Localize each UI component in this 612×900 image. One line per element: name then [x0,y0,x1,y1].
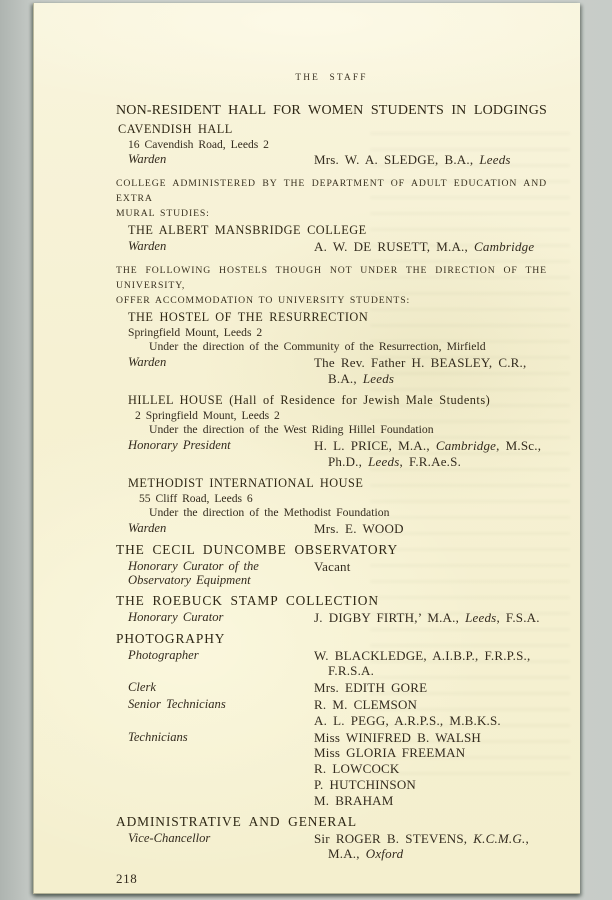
person-line [314,152,547,168]
italic-text: Photographer [128,647,199,662]
role-label-line [128,680,314,695]
italic-text: Vice-Chancellor [128,830,211,845]
role-label-line [128,730,314,745]
italic-text: Leeds [465,609,497,625]
role-label [116,648,314,680]
person-value [314,680,547,696]
role-label [116,831,314,863]
role-label-line [128,831,314,846]
subsection-heading: THE HOSTEL OF THE RESURRECTION [128,310,369,325]
subsection-heading: METHODIST INTERNATIONAL HOUSE [128,476,364,491]
book-page [33,3,580,894]
person-line [314,648,547,664]
address-line: 16 Cavendish Road, Leeds 2 [128,137,269,151]
italic-text: Honorary Curator of the [128,558,259,573]
text: P. HUTCHINSON [314,777,416,793]
text: F.R.S.A. [328,663,375,679]
text: R. M. CLEMSON [314,697,418,713]
person-value [314,152,547,168]
text: W. BLACKLEDGE, A.I.B.P., F.R.P.S., [314,647,531,663]
smallcaps-paragraph [116,263,547,309]
person-value [314,355,547,387]
role-label-line [128,239,314,254]
staff-row [116,831,547,863]
person-line [328,663,547,679]
italic-text: Technicians [128,729,188,744]
staff-row [116,610,547,626]
role-label [116,355,314,387]
role-label-line [128,648,314,663]
smallcaps-line: OFFER ACCOMMODATION TO UNIVERSITY STUDENTS: [116,295,411,307]
person-line [314,793,547,809]
person-line [314,777,547,793]
role-label-line [128,152,314,167]
subsection-heading: CAVENDISH HALL [118,122,233,136]
person-line [314,239,547,255]
page-number: 218 [116,871,138,887]
role-label [116,239,314,255]
smallcaps-paragraph [116,176,547,222]
subsection-heading: HILLEL HOUSE (Hall of Residence for Jewish Male Students) [128,393,491,408]
person-value [314,610,547,626]
text: M.A., [328,846,366,862]
italic-text: Senior Technicians [128,697,226,712]
person-line [314,831,547,847]
text: Mrs. EDITH GORE [314,680,428,696]
section-heading: ADMINISTRATIVE AND GENERAL [116,813,357,829]
italic-text: Leeds [368,453,400,469]
text: Miss WINIFRED B. WALSH [314,729,482,745]
staff-row [116,239,547,255]
person-line [328,846,547,862]
italic-text: Warden [128,151,167,166]
section-heading: PHOTOGRAPHY [116,630,226,646]
role-label [116,680,314,696]
person-line [314,438,547,454]
person-value [314,521,547,537]
running-head: THE STAFF [295,73,368,83]
text: Ph.D., [328,453,369,469]
subsection-heading: THE ALBERT MANSBRIDGE COLLEGE [128,223,367,238]
staff-row [116,521,547,537]
italic-text: Clerk [128,680,156,695]
italic-text: Cambridge [474,238,535,254]
staff-row [116,152,547,168]
person-value [314,831,547,863]
role-label-line [128,559,314,574]
staff-row [116,438,547,470]
person-line [328,454,547,470]
role-label [116,610,314,626]
role-label-line [128,355,314,370]
page-content-column [116,3,547,887]
role-label [116,559,314,588]
person-line [314,713,547,729]
text: Miss GLORIA FREEMAN [314,745,466,761]
person-value [314,438,547,470]
person-line [314,521,547,537]
person-line [314,730,547,746]
staff-row [116,680,547,696]
staff-row [116,730,547,809]
role-label-line [128,438,314,453]
text: R. LOWCOCK [314,761,400,777]
address-line: 2 Springfield Mount, Leeds 2 [135,408,280,422]
italic-text: Honorary Curator [128,609,224,624]
person-line [314,697,547,713]
text: Mrs. W. A. SLEDGE, B.A., [314,151,480,167]
smallcaps-line: COLLEGE ADMINISTERED BY THE DEPARTMENT OF ADULT EDUCATION AND EXTRA [116,177,547,204]
role-label [116,152,314,168]
text: A. L. PEGG, A.R.P.S., M.B.K.S. [314,712,501,728]
text: H. L. PRICE, M.A., [314,437,436,453]
direction-note: Under the direction of the Methodist Foundation [149,506,390,520]
person-line [314,610,547,626]
person-line [314,559,547,575]
address-line: Springfield Mount, Leeds 2 [128,325,263,339]
person-value [314,239,547,255]
person-line [314,680,547,696]
person-line [314,761,547,777]
text: J. DIGBY FIRTH,’ M.A., [314,609,466,625]
text: A. W. DE RUSETT, M.A., [314,238,475,254]
italic-text: Leeds [362,370,395,386]
text: Sir ROGER B. STEVENS, [314,830,474,846]
person-value [314,730,547,809]
section-heading: THE ROEBUCK STAMP COLLECTION [116,592,379,608]
italic-text: Warden [128,238,167,253]
role-label [116,730,314,809]
smallcaps-line: THE FOLLOWING HOSTELS THOUGH NOT UNDER THE DIRECTION OF THE UNIVERSITY, [116,264,547,291]
italic-text: Warden [128,520,167,535]
role-label [116,438,314,470]
direction-note: Under the direction of the Community of the Resurrection, Mirfield [149,340,486,354]
text: B.A., [328,370,363,386]
section-heading: THE CECIL DUNCOMBE OBSERVATORY [116,541,399,557]
staff-row [116,697,547,729]
person-line [314,355,547,371]
italic-text: Oxford [365,846,404,862]
address-line: 55 Cliff Road, Leeds 6 [139,491,253,505]
staff-row [116,355,547,387]
text: The Rev. Father H. BEASLEY, C.R., [314,354,527,370]
role-label-line [128,573,314,588]
italic-text: Honorary President [128,437,231,452]
text: , M.Sc., [496,437,542,453]
role-label [116,697,314,729]
section-heading: NON-RESIDENT HALL FOR WOMEN STUDENTS IN LODGINGS [116,103,547,118]
staff-row [116,559,547,588]
person-value [314,648,547,680]
text: Vacant [314,558,351,574]
direction-note: Under the direction of the West Riding Hillel Foundation [149,423,434,437]
italic-text: Leeds [479,151,511,167]
text: , F.S.A. [496,609,540,625]
page-content [116,103,547,862]
italic-text: Cambridge [435,437,497,453]
person-line [328,371,547,387]
role-label-line [128,610,314,625]
person-value [314,697,547,729]
text: M. BRAHAM [314,792,394,808]
person-value [314,559,547,588]
person-line [314,745,547,761]
staff-row [116,648,547,680]
text: Mrs. E. WOOD [314,520,404,536]
italic-text: K.C.M.G. [473,830,526,846]
role-label-line [128,697,314,712]
text: , F.R.Ae.S. [399,453,462,469]
text: , [525,830,529,846]
role-label-line [128,521,314,536]
smallcaps-line: MURAL STUDIES: [116,208,210,220]
italic-text: Warden [128,354,167,369]
role-label [116,521,314,537]
italic-text: Observatory Equipment [128,573,251,588]
